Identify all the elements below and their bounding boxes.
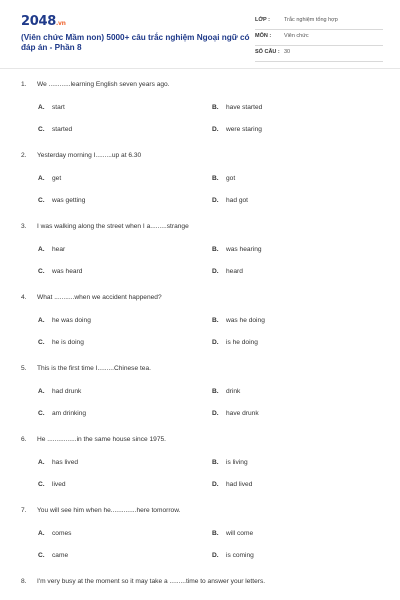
option-text: got: [226, 175, 236, 182]
question-number: 8.: [21, 578, 27, 585]
option-text: he is doing: [52, 339, 84, 346]
option-letter: D.: [212, 481, 219, 488]
question-number: 5.: [21, 365, 27, 372]
question-item: [0, 356, 400, 427]
meta-label: MÔN :: [255, 33, 272, 39]
option-letter: D.: [212, 126, 219, 133]
answer-option-d[interactable]: [212, 481, 252, 488]
question-item: [0, 498, 400, 569]
option-letter: A.: [38, 459, 45, 466]
question-item: [0, 72, 400, 143]
option-letter: C.: [38, 481, 45, 488]
answer-option-c[interactable]: [38, 268, 82, 275]
answer-option-b[interactable]: [212, 104, 262, 111]
question-number: 3.: [21, 223, 27, 230]
question-number: 6.: [21, 436, 27, 443]
question-number: 2.: [21, 152, 27, 159]
question-item: [0, 143, 400, 214]
option-text: lived: [52, 481, 66, 488]
question-text: [21, 365, 151, 372]
option-letter: C.: [38, 126, 45, 133]
answer-option-a[interactable]: [38, 246, 65, 253]
question-item: [0, 569, 400, 600]
option-letter: B.: [212, 388, 219, 395]
logo-text: 2048: [21, 14, 56, 29]
question-prompt: We ............learning English seven years ago.: [37, 81, 170, 88]
option-letter: B.: [212, 459, 219, 466]
answer-option-c[interactable]: [38, 126, 72, 133]
answer-option-d[interactable]: [212, 339, 258, 346]
answer-option-b[interactable]: [212, 459, 248, 466]
question-item: [0, 427, 400, 498]
answer-option-c[interactable]: [38, 410, 86, 417]
answer-option-b[interactable]: [212, 246, 262, 253]
option-letter: D.: [212, 410, 219, 417]
answer-option-a[interactable]: [38, 317, 91, 324]
page-header: [0, 0, 400, 68]
option-text: start: [52, 104, 65, 111]
question-number: 7.: [21, 507, 27, 514]
question-text: [21, 81, 170, 88]
meta-row-count: [255, 46, 383, 62]
option-text: drink: [226, 388, 241, 395]
answer-option-a[interactable]: [38, 530, 71, 537]
option-text: was hearing: [226, 246, 262, 253]
meta-value: Trắc nghiệm tổng hợp: [284, 17, 338, 23]
question-text: [21, 507, 180, 514]
meta-value: Viên chức: [284, 33, 309, 39]
option-letter: A.: [38, 530, 45, 537]
meta-row-class: [255, 14, 383, 30]
option-text: he was doing: [52, 317, 91, 324]
answer-option-d[interactable]: [212, 268, 243, 275]
answer-option-d[interactable]: [212, 552, 254, 559]
option-text: came: [52, 552, 69, 559]
answer-option-b[interactable]: [212, 388, 240, 395]
option-text: was he doing: [226, 317, 265, 324]
option-text: heard: [226, 268, 243, 275]
option-letter: B.: [212, 317, 219, 324]
option-letter: A.: [38, 246, 45, 253]
option-text: is he doing: [226, 339, 258, 346]
option-letter: C.: [38, 197, 45, 204]
question-prompt: I'm very busy at the moment so it may take a .........time to answer your letters.: [37, 578, 266, 585]
option-letter: A.: [38, 317, 45, 324]
meta-label: LỚP :: [255, 17, 270, 23]
answer-option-c[interactable]: [38, 552, 68, 559]
question-item: [0, 285, 400, 356]
question-number: 1.: [21, 81, 27, 88]
option-letter: A.: [38, 104, 45, 111]
option-text: is coming: [226, 552, 254, 559]
answer-option-a[interactable]: [38, 104, 65, 111]
question-text: [21, 578, 265, 585]
header-divider: [0, 68, 400, 69]
answer-option-c[interactable]: [38, 339, 84, 346]
answer-option-b[interactable]: [212, 317, 265, 324]
option-text: have drunk: [226, 410, 259, 417]
option-text: hear: [52, 246, 66, 253]
option-letter: C.: [38, 552, 45, 559]
answer-option-b[interactable]: [212, 175, 235, 182]
answer-option-a[interactable]: [38, 175, 61, 182]
meta-value: 30: [284, 49, 291, 55]
option-text: were staring: [226, 126, 262, 133]
answer-option-d[interactable]: [212, 126, 262, 133]
answer-option-a[interactable]: [38, 388, 81, 395]
meta-label: SỐ CÂU :: [255, 49, 280, 55]
question-number: 4.: [21, 294, 27, 301]
option-text: will come: [226, 530, 254, 537]
question-prompt: You will see him when he..............here tomorrow.: [37, 507, 181, 514]
option-letter: B.: [212, 246, 219, 253]
answer-option-b[interactable]: [212, 530, 253, 537]
option-letter: D.: [212, 552, 219, 559]
option-text: had got: [226, 197, 248, 204]
quiz-meta: [255, 14, 383, 62]
option-letter: D.: [212, 268, 219, 275]
option-letter: A.: [38, 388, 45, 395]
question-text: [21, 294, 162, 301]
answer-option-d[interactable]: [212, 197, 248, 204]
option-text: am drinking: [52, 410, 87, 417]
option-letter: C.: [38, 339, 45, 346]
question-text: [21, 223, 189, 230]
option-text: had lived: [226, 481, 253, 488]
answer-option-c[interactable]: [38, 197, 85, 204]
option-letter: A.: [38, 175, 45, 182]
option-text: comes: [52, 530, 72, 537]
option-letter: C.: [38, 268, 45, 275]
option-letter: B.: [212, 175, 219, 182]
option-text: was getting: [52, 197, 86, 204]
option-text: get: [52, 175, 62, 182]
question-prompt: He ................in the same house since 1975.: [37, 436, 167, 443]
question-item: [0, 214, 400, 285]
question-text: [21, 152, 141, 159]
logo-suffix: .vn: [55, 20, 66, 27]
option-letter: C.: [38, 410, 45, 417]
question-prompt: This is the first time I.........Chinese tea.: [37, 365, 151, 372]
option-letter: B.: [212, 104, 219, 111]
page-title: (Viên chức Mầm non) 5000+ câu trắc nghiệm Ngoại ngữ có đáp án - Phần 8: [21, 33, 250, 52]
question-prompt: I was walking along the street when I a.........strange: [37, 223, 189, 230]
site-logo[interactable]: [21, 14, 66, 29]
option-letter: D.: [212, 197, 219, 204]
answer-option-c[interactable]: [38, 481, 66, 488]
meta-row-subject: [255, 30, 383, 46]
answer-option-d[interactable]: [212, 410, 259, 417]
option-text: started: [52, 126, 73, 133]
option-text: have started: [226, 104, 263, 111]
question-prompt: Yesterday morning I.........up at 6.30: [37, 152, 142, 159]
option-text: is living: [226, 459, 248, 466]
question-prompt: What ...........when we accident happened?: [37, 294, 162, 301]
answer-option-a[interactable]: [38, 459, 78, 466]
question-text: [21, 436, 166, 443]
question-list: [0, 72, 400, 600]
option-letter: B.: [212, 530, 219, 537]
option-text: has lived: [52, 459, 79, 466]
option-text: had drunk: [52, 388, 82, 395]
option-text: was heard: [52, 268, 83, 275]
option-letter: D.: [212, 339, 219, 346]
